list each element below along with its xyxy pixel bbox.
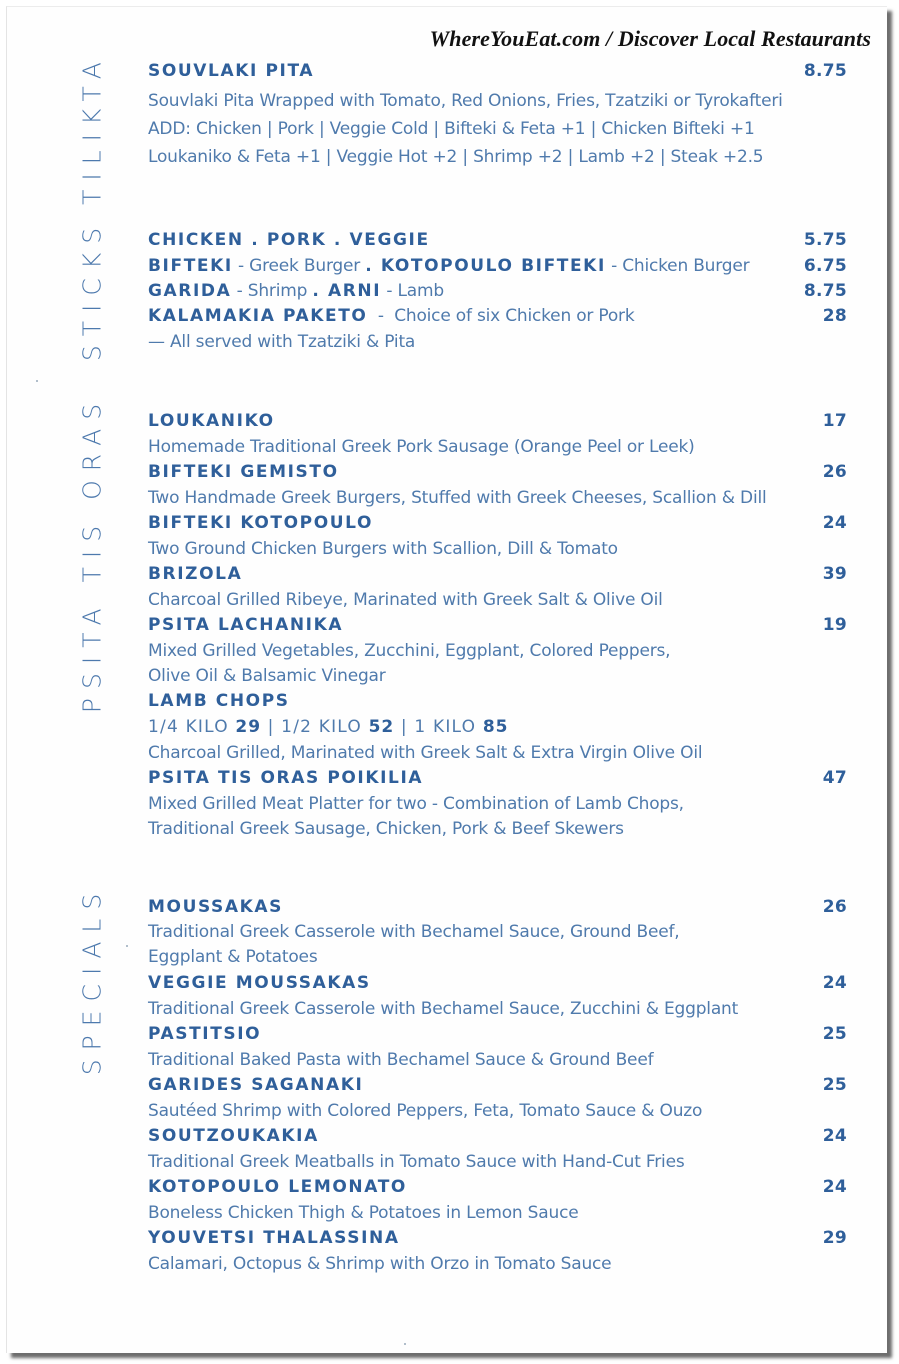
- item-description: Sautéed Shrimp with Colored Peppers, Feta, Tomato Sauce & Ouzo: [148, 1101, 703, 1121]
- menu-item: [148, 1228, 847, 1252]
- paper-speck: [126, 945, 128, 947]
- item-description: Boneless Chicken Thigh & Potatoes in Lemon Sauce: [148, 1203, 579, 1223]
- menu-item: [148, 1177, 847, 1201]
- menu-item: [148, 691, 847, 715]
- item-price: 39: [822, 564, 847, 584]
- separator: .: [312, 281, 328, 301]
- item-description: Charcoal Grilled, Marinated with Greek Salt & Extra Virgin Olive Oil: [148, 743, 703, 763]
- menu-item: [148, 513, 847, 537]
- paper-speck: [36, 380, 38, 382]
- item-description: Calamari, Octopus & Shrimp with Orzo in Tomato Sauce: [148, 1254, 612, 1274]
- item-subtitle: - Shrimp: [231, 281, 313, 301]
- menu-item: [148, 281, 847, 305]
- size-price: 29: [235, 717, 262, 737]
- separator: .: [365, 256, 381, 276]
- menu-item: [148, 1075, 847, 1099]
- item-description: Two Ground Chicken Burgers with Scallion, Dill & Tomato: [148, 539, 618, 559]
- item-description: Olive Oil & Balsamic Vinegar: [148, 666, 386, 686]
- item-subtitle: - Lamb: [381, 281, 444, 301]
- size-price: 85: [482, 717, 509, 737]
- item-price: 29: [822, 1228, 847, 1248]
- section-label-specials: SPECIALS: [77, 884, 107, 1076]
- item-name: BIFTEKI GEMISTO: [148, 462, 339, 482]
- served-with-note: — All served with Tzatziki & Pita: [148, 332, 416, 352]
- item-price: 25: [822, 1024, 847, 1044]
- item-price: 8.75: [803, 61, 847, 81]
- item-name: KOTOPOULO BIFTEKI: [380, 256, 606, 276]
- item-price: 24: [822, 973, 847, 993]
- item-name: PSITA TIS ORAS POIKILIA: [148, 768, 424, 788]
- item-price: 25: [822, 1075, 847, 1095]
- size-label: | 1/2 KILO: [261, 717, 369, 737]
- menu-item: [148, 61, 847, 85]
- item-name: LOUKANIKO: [148, 411, 275, 431]
- item-combo: [148, 281, 444, 301]
- item-description: Eggplant & Potatoes: [148, 947, 318, 967]
- menu-item: [148, 230, 847, 254]
- item-description: Two Handmade Greek Burgers, Stuffed with Greek Cheeses, Scallion & Dill: [148, 488, 767, 508]
- item-price: 24: [822, 1126, 847, 1146]
- item-name: BIFTEKI KOTOPOULO: [148, 513, 374, 533]
- menu-page: [6, 6, 887, 1353]
- item-price: 17: [822, 411, 847, 431]
- paper-speck: [404, 1343, 406, 1345]
- size-label: | 1 KILO: [394, 717, 483, 737]
- menu-item: [148, 973, 847, 997]
- item-price: 26: [822, 462, 847, 482]
- item-name: VEGGIE MOUSSAKAS: [148, 973, 371, 993]
- item-description: Traditional Greek Casserole with Bechamel Sauce, Ground Beef,: [148, 922, 680, 942]
- item-combo: [148, 256, 749, 276]
- site-watermark: WhereYouEat.com / Discover Local Restaurants: [429, 26, 871, 51]
- item-name: PASTITSIO: [148, 1024, 262, 1044]
- item-description: Homemade Traditional Greek Pork Sausage (Orange Peel or Leek): [148, 437, 695, 457]
- item-description: Traditional Greek Sausage, Chicken, Pork & Beef Skewers: [148, 819, 624, 839]
- item-price: 28: [822, 306, 847, 326]
- menu-item: [148, 615, 847, 639]
- item-price: 5.75: [803, 230, 847, 250]
- item-name: BRIZOLA: [148, 564, 243, 584]
- item-price: 26: [822, 897, 847, 917]
- menu-item: [148, 256, 847, 280]
- item-combo: [148, 306, 635, 326]
- item-description: Mixed Grilled Vegetables, Zucchini, Eggplant, Colored Peppers,: [148, 641, 671, 661]
- item-subtitle: - Chicken Burger: [605, 256, 750, 276]
- item-description: Souvlaki Pita Wrapped with Tomato, Red Onions, Fries, Tzatziki or Tyrokafteri: [148, 91, 783, 111]
- item-price: 47: [822, 768, 847, 788]
- item-price: 19: [822, 615, 847, 635]
- lamb-chops-sizes: [148, 717, 508, 737]
- menu-item: [148, 462, 847, 486]
- item-price: 8.75: [803, 281, 847, 301]
- menu-item: [148, 564, 847, 588]
- item-name: KALAMAKIA PAKETO: [148, 306, 368, 326]
- menu-item: [148, 768, 847, 792]
- item-name: CHICKEN . PORK . VEGGIE: [148, 230, 430, 250]
- item-subtitle: - Choice of six Chicken or Pork: [367, 306, 635, 326]
- item-name: LAMB CHOPS: [148, 691, 290, 711]
- item-description: Traditional Baked Pasta with Bechamel Sauce & Ground Beef: [148, 1050, 654, 1070]
- item-description: Charcoal Grilled Ribeye, Marinated with Greek Salt & Olive Oil: [148, 590, 663, 610]
- section-label-tilikta: TILIKTA: [77, 53, 107, 205]
- item-description: Traditional Greek Casserole with Bechamel Sauce, Zucchini & Eggplant: [148, 999, 739, 1019]
- item-price: 24: [822, 513, 847, 533]
- item-price: 6.75: [803, 256, 847, 276]
- item-name: KOTOPOULO LEMONATO: [148, 1177, 407, 1197]
- item-name: GARIDES SAGANAKI: [148, 1075, 364, 1095]
- menu-item: [148, 1024, 847, 1048]
- menu-item: [148, 1126, 847, 1150]
- menu-item: [148, 897, 847, 921]
- menu-item: [148, 306, 847, 330]
- item-name: ARNI: [327, 281, 382, 301]
- item-description: Mixed Grilled Meat Platter for two - Combination of Lamb Chops,: [148, 794, 684, 814]
- item-add-ons: ADD: Chicken | Pork | Veggie Cold | Bifteki & Feta +1 | Chicken Bifteki +1: [148, 119, 755, 139]
- item-add-ons: Loukaniko & Feta +1 | Veggie Hot +2 | Shrimp +2 | Lamb +2 | Steak +2.5: [148, 147, 764, 167]
- item-name: YOUVETSI THALASSINA: [148, 1228, 400, 1248]
- item-name: GARIDA: [148, 281, 232, 301]
- item-price: 24: [822, 1177, 847, 1197]
- item-name: MOUSSAKAS: [148, 897, 284, 917]
- item-description: Traditional Greek Meatballs in Tomato Sauce with Hand-Cut Fries: [148, 1152, 685, 1172]
- item-subtitle: - Greek Burger: [232, 256, 366, 276]
- item-name: BIFTEKI: [148, 256, 233, 276]
- size-label: 1/4 KILO: [148, 717, 236, 737]
- item-name: PSITA LACHANIKA: [148, 615, 344, 635]
- section-label-sticks: STICKS: [77, 218, 107, 362]
- menu-item: [148, 411, 847, 435]
- item-name: SOUTZOUKAKIA: [148, 1126, 319, 1146]
- section-label-psita-tis-oras: PSITA TIS ORAS: [77, 394, 107, 714]
- item-name: SOUVLAKI PITA: [148, 61, 315, 81]
- size-price: 52: [368, 717, 395, 737]
